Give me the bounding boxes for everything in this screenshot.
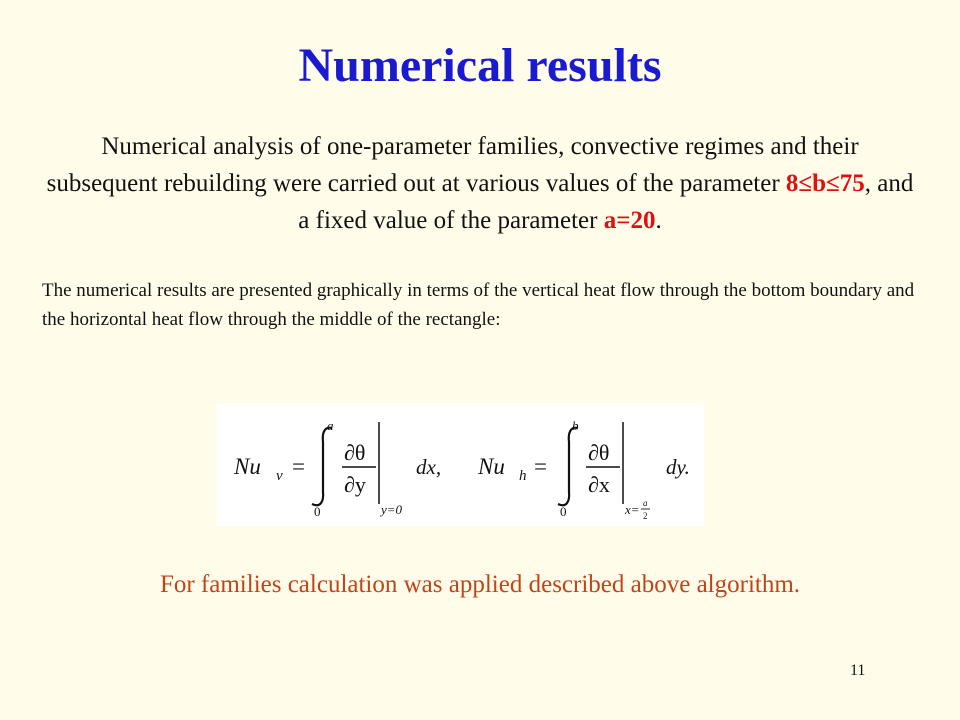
slide-title: Numerical results bbox=[298, 39, 662, 92]
nu-h-subscript: h bbox=[519, 468, 527, 484]
integral-sign-1 bbox=[312, 428, 332, 506]
partial-theta-2: ∂θ bbox=[588, 440, 610, 465]
partial-theta-1: ∂θ bbox=[344, 440, 366, 465]
algorithm-note: For families calculation was applied described above algorithm. bbox=[159, 571, 801, 598]
nu-h-symbol: Nu bbox=[478, 454, 505, 479]
page-number: 11 bbox=[850, 662, 866, 679]
eval-x: x= bbox=[625, 502, 640, 517]
nu-v-subscript: v bbox=[276, 468, 283, 484]
equals-sign-2: = bbox=[534, 454, 547, 479]
intro-text-2: , and a fixed value of the parameter bbox=[298, 170, 914, 234]
upper-limit-a: a bbox=[327, 418, 334, 433]
lower-limit-0-1: 0 bbox=[314, 504, 321, 519]
dy-differential: dy. bbox=[666, 455, 690, 479]
eval-frac-numerator: a bbox=[643, 498, 648, 508]
intro-text-end: . bbox=[655, 207, 662, 234]
partial-y: ∂y bbox=[344, 472, 366, 497]
integral-sign-2 bbox=[558, 428, 578, 506]
nu-v-symbol: Nu bbox=[234, 454, 261, 479]
b-parameter-range: 8≤b≤75 bbox=[785, 170, 865, 197]
eval-y-0: y=0 bbox=[381, 502, 403, 517]
lower-limit-0-2: 0 bbox=[560, 504, 567, 519]
upper-limit-b: b bbox=[572, 418, 579, 433]
partial-x: ∂x bbox=[588, 472, 610, 497]
intro-text-1: Numerical analysis of one-parameter families, convective regimes and their subsequent rebuilding were carried out at various values of the parameter bbox=[46, 133, 859, 197]
eval-frac-denominator: 2 bbox=[643, 511, 648, 521]
heat-flow-formula bbox=[216, 404, 704, 526]
a-parameter-value: a=20 bbox=[603, 207, 656, 234]
dx-differential: dx, bbox=[416, 455, 442, 479]
intro-paragraph bbox=[44, 128, 916, 239]
equals-sign-1: = bbox=[292, 454, 305, 479]
description-paragraph: The numerical results are presented graphically in terms of the vertical heat flow through the bottom boundary and the horizontal heat flow through the middle of the rectangle: bbox=[42, 280, 915, 330]
